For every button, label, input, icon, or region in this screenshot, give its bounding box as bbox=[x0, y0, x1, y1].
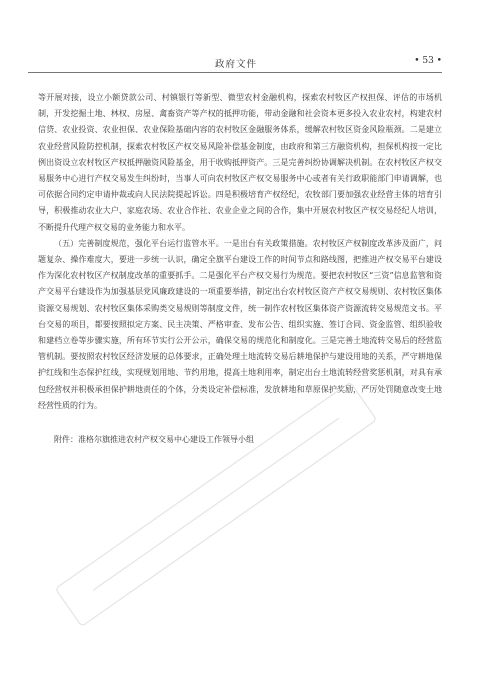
attachment-line: 附件：准格尔旗推进农村产权交易中心建设工作领导小组 bbox=[54, 435, 254, 445]
document-body bbox=[38, 90, 442, 448]
body-paragraph: （五）完善制度规范，强化平台运行监管水平。一是出台有关政策措施。农村牧区产权制度改革涉及面广，问题复杂、操作难度大，要进一步统一认识，确定全旗平台建设工作的时间节点和路线图，把推进产权交易平台建设作为深化农村牧区产权制度改革的重要抓手。二是强化平台产权交易行为规范。要把农村牧区“三资”信息监管和资产交易平台建设作为加强基层党风廉政建设的一项重要举措，制定出台农村牧区资产产权交易规则、农村牧区集体资源交易规划、农村牧区集体采购类交易规则等制度文件，统一制作农村牧区集体资产资源流转交易规范文书。平台交易的项目，都要按照拟定方案、民主决策、严格审查、发布公告、组织实施、签订合同、资金监管、组织验收和建档立卷等步骤实施，所有环节实行公开公示，确保交易的规范化和制度化。三是完善土地流转交易后的经营监管机制。要按照农村牧区经济发展的总体要求，正确处理土地流转交易后耕地保护与建设用地的关系，严守耕地保护红线和生态保护红线，实现规划用地、节约用地，提高土地利用率，制定出台土地流转经营奖惩机制，对具有承包经营权并积极承担保护耕地责任的个体，分类设定补偿标准，发放耕地和草原保护奖励，严厉处罚随意改变土地经营性质的行为。 bbox=[38, 238, 442, 410]
journal-title: 政府文件 bbox=[214, 59, 257, 70]
page-header bbox=[30, 56, 442, 76]
header-rule bbox=[28, 72, 442, 73]
page-number: • 53 • bbox=[414, 56, 442, 66]
body-paragraph: 等开展对接，设立小额贷款公司、村镇银行等新型、微型农村金融机构，探索农村牧区产权担保、评估的市场机制，开发挖掘土地、林权、房屋、禽畜资产等产权的抵押功能，带动金融和社会资本更多投入农业农村，构建农村信贷、农业投资、农业担保、农业保险基础内容的农村牧区金融服务体系，缓解农村牧区资金风险瓶颈。二是建立农业经营风险防控机制，探索农村牧区产权交易风险补偿基金制度，由政府和第三方融资机构，担保机构按一定比例出资设立农村牧区产权抵押融资风险基金，用于收购抵押资产。三是完善纠纷协调解决机制。在农村牧区产权交易服务中心进行产权交易发生纠纷时，当事人可向农村牧区产权交易服务中心或者有关行政职能部门申请调解，也可依据合同约定申请仲裁或向人民法院提起诉讼。四是积极培育产权经纪，农牧部门要加强农业经营主体的培育引导，积极推动农业大户、家庭农场、农业合作社、农业企业之间的合作，集中开展农村牧区产权交易经纪人培训，不断提升代理产权交易的业务能力和水平。 bbox=[38, 93, 442, 232]
